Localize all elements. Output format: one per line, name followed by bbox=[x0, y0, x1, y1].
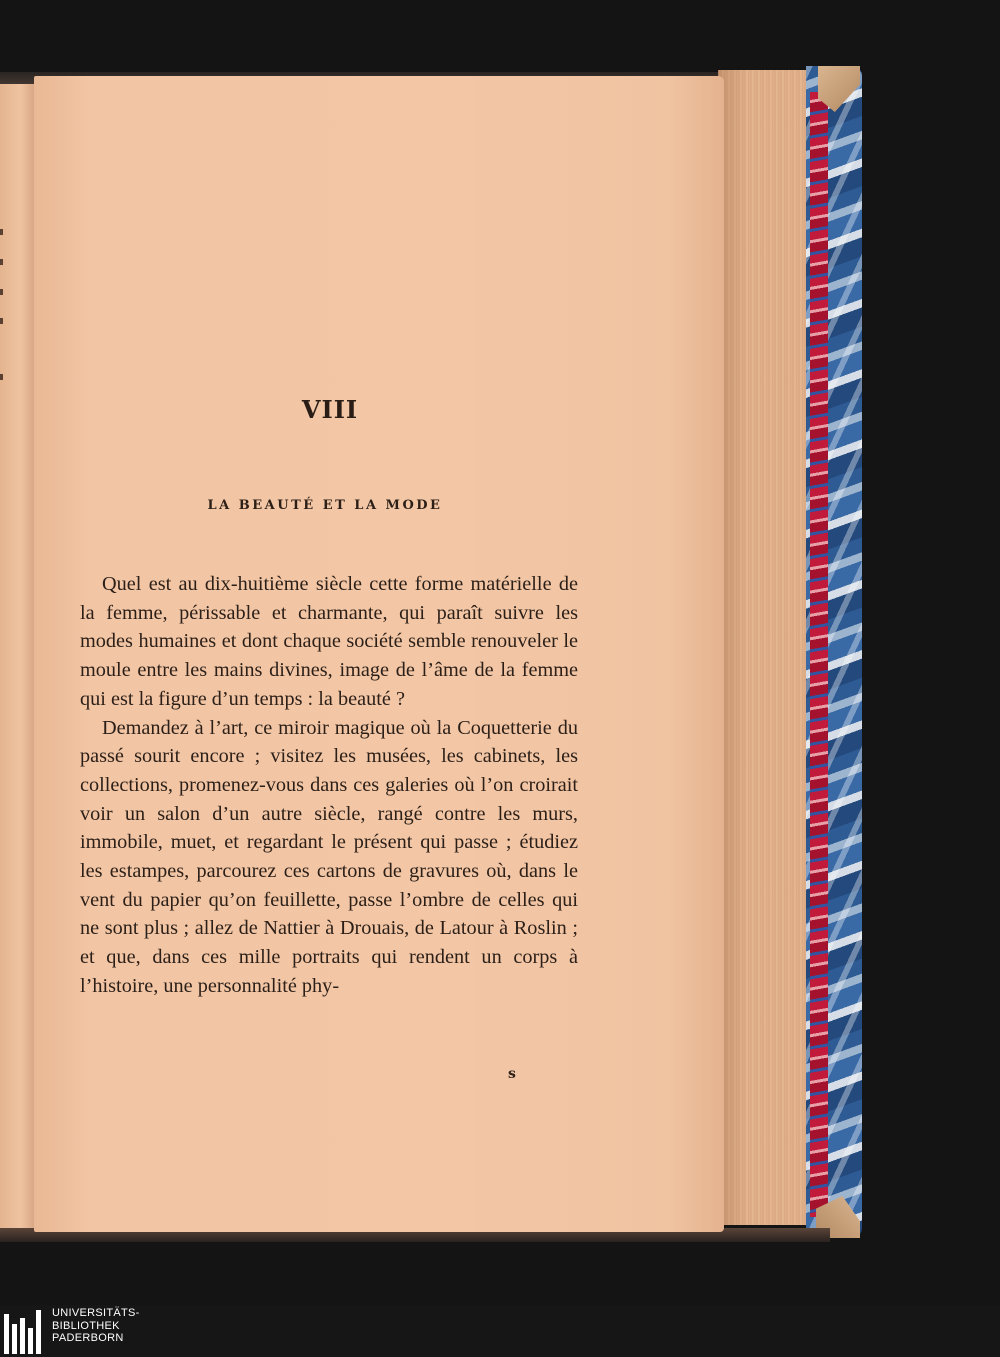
paragraph: Quel est au dix-huitième siècle cette forme matérielle de la femme, périssable et charmante, qui paraît suivre les modes humaines et dont chaque société semble renouveler le moule entre les mains divines, image de l’âme de la femme qui est la figure d’un temps : la beauté ? bbox=[80, 573, 578, 710]
left-page-text-fragment bbox=[0, 318, 3, 324]
left-facing-page bbox=[0, 84, 35, 1234]
marbled-red-edge bbox=[810, 92, 828, 1217]
chapter-number: VIII bbox=[301, 395, 359, 424]
logo-line: PADERBORN bbox=[52, 1332, 124, 1344]
left-page-text-fragment bbox=[0, 289, 3, 295]
left-page-text-fragment bbox=[0, 229, 3, 235]
library-logo-icon bbox=[4, 1310, 48, 1354]
chapter-title: LA BEAUTÉ ET LA MODE bbox=[207, 498, 443, 513]
logo-line: BIBLIOTHEK bbox=[52, 1319, 120, 1332]
library-logo-text bbox=[52, 1307, 172, 1345]
left-page-text-fragment bbox=[0, 374, 3, 380]
logo-line: UNIVERSITÄTS- bbox=[52, 1307, 140, 1319]
signature-mark: s bbox=[508, 1066, 516, 1082]
paragraph: Demandez à l’art, ce miroir magique où la Coquetterie du passé sourit encore ; visitez les musées, les cabinets, les collections, promenez-vous dans ces galeries où l’on croirait voir un salon d’un autre siècle, rangé contre les murs, immobile, muet, et regardant le présent qui passe ; étudiez les estampes, parcourez ces cartons de gravures où, dans le vent du papier qu’on feuillette, passe l’ombre de celles qui ne sont plus ; allez de Nattier à Drouais, de Latour à Roslin ; et que, dans ces mille portraits qui rendent un corps à l’histoire, une personnalité phy- bbox=[80, 716, 578, 997]
body-text bbox=[80, 570, 578, 1001]
left-page-text-fragment bbox=[0, 259, 3, 265]
